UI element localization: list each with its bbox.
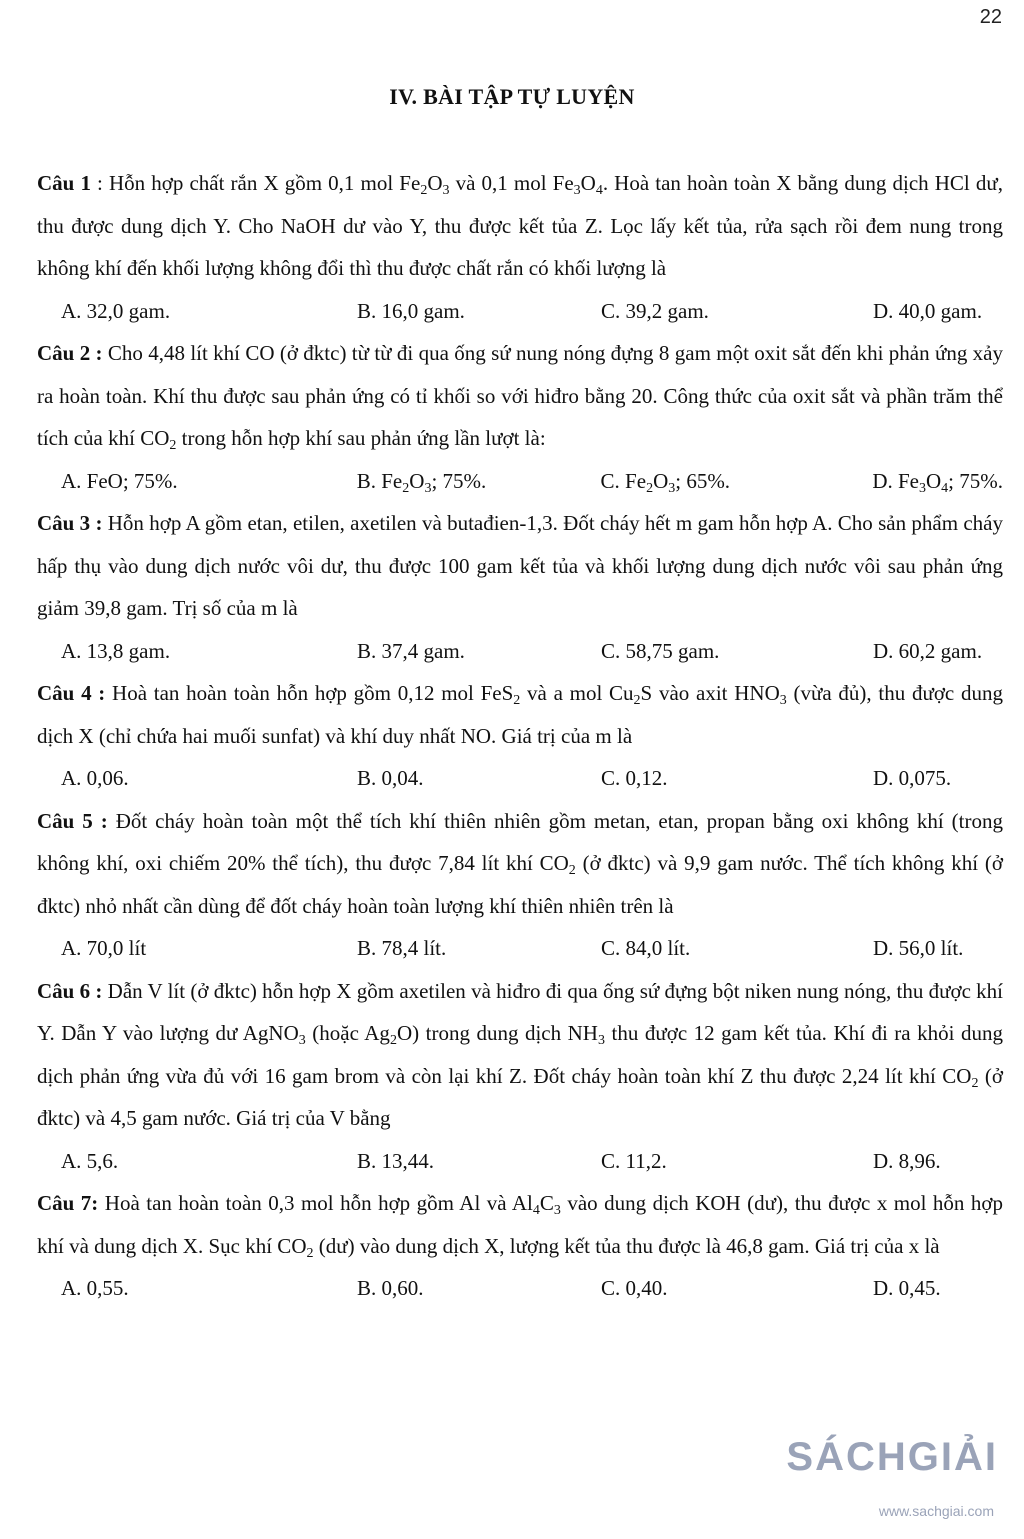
watermark-url: www.sachgiai.com [878,1503,994,1519]
answer-option: B. 37,4 gam. [357,638,465,663]
question-label: Câu 4 : [37,681,106,705]
answer-option: C. 0,40. [601,1276,668,1300]
answer-option: A. 70,0 lít [61,936,147,960]
watermark-logo [788,1421,1008,1531]
answer-option: A. FeO; 75%. [61,468,178,493]
question [37,672,1003,800]
question-text: Hỗn hợp A gồm etan, etilen, axetilen và butađien-1,3. Đốt cháy hết m gam hỗn hợp A. Cho sản phẩm cháy hấp thụ vào dung dịch nước vôi dư, thu được 100 gam kết tủa và khối lượng dung dịch nước vôi sau phản ứng giảm 39,8 gam. Trị số của m là [37,511,1003,620]
answer-option: D. 56,0 lít. [873,936,964,960]
question-text: Đốt cháy hoàn toàn một thể tích khí thiên nhiên gồm metan, etan, propan bằng oxi không khí (trong không khí, oxi chiếm 20% thể tích), thu được 7,84 lít khí $CO_2$ (ở đktc) và 9,9 gam nước. Thể tích không khí (ở đktc) nhỏ nhất cần dùng để đốt cháy hoàn toàn lượng khí thiên nhiên trên là [37,808,1003,918]
answer-option: A. 5,6. [61,1148,119,1173]
question-text: Hoà tan hoàn toàn 0,3 mol hỗn hợp gồm Al và $Al_4C_3$ vào dung dịch KOH (dư), thu được x mol hỗn hợp khí và dung dịch X. Sục khí $CO_2$ (dư) vào dung dịch X, lượng kết tủa thu được là 46,8 gam. Giá trị của x là [37,1191,1004,1261]
answer-options [37,757,1003,800]
question-label: Câu 3 : [37,511,103,535]
answer-option: C. 11,2. [601,1148,667,1173]
question-text: Cho 4,48 lít khí CO (ở đktc) từ từ đi qua ống sứ nung nóng đựng 8 gam một oxit sắt đến khi phản ứng xảy ra hoàn toàn. Khí thu được sau phản ứng có tỉ khối so với hiđro bằng 20. Công thức của oxit sắt và phần trăm thể tích của khí $CO_2$ trong hỗn hợp khí sau phản ứng lần lượt là: [37,341,1003,453]
answer-option: A. 0,55. [61,1276,129,1300]
answer-option: B. $Fe_2O_3$; 75%. [356,468,487,496]
answer-option: B. 0,60. [357,1276,424,1300]
section-title: IV. BÀI TẬP TỰ LUYỆN [389,84,635,109]
answer-option: C. 0,12. [601,766,668,790]
answer-options [37,290,1003,333]
answer-option: A. 0,06. [61,766,129,790]
answer-option: B. 0,04. [357,766,424,790]
answer-options [37,630,1003,673]
question-stem [37,800,1003,928]
answer-option: B. 16,0 gam. [357,298,465,323]
answer-option: D. 8,96. [873,1148,941,1173]
question-stem [37,970,1003,1140]
answer-option: C. 39,2 gam. [601,298,709,323]
answer-option: C. $Fe_2O_3$; 65%. [600,468,731,496]
answer-option: C. 84,0 lít. [601,936,691,960]
question [37,162,1003,332]
answer-option: D. $Fe_3O_4$; 75%. [872,468,1003,496]
question-text: Hoà tan hoàn toàn hỗn hợp gồm 0,12 mol FeS$_2$ và a mol $Cu_2S$ vào axit $HNO_3$ (vừa đủ), thu được dung dịch X (chỉ chứa hai muối sunfat) và khí duy nhất NO. Giá trị của m là [37,681,1003,748]
exercise-list [37,162,1003,1310]
question-text: Dẫn V lít (ở đktc) hỗn hợp X gồm axetilen và hiđro đi qua ống sứ đựng bột niken nung nóng, thu được khí Y. Dẫn Y vào lượng dư AgNO$_3$ (hoặc $Ag_2O$) trong dung dịch $NH_3$ thu được 12 gam kết tủa. Khí đi ra khỏi dung dịch phản ứng vừa đủ với 16 gam brom và còn lại khí Z. Đốt cháy hoàn toàn khí Z thu được 2,24 lít khí $CO_2$ (ở đktc) và 4,5 gam nước. Giá trị của V bằng [37,978,1004,1130]
question-label: Câu 1 [37,171,91,195]
question-stem [37,1182,1003,1267]
answer-option: C. 58,75 gam. [601,638,720,663]
page-number: 22 [979,6,1002,28]
question-label: Câu 5 : [37,808,108,833]
answer-option: D. 0,45. [873,1276,941,1300]
answer-options [37,927,1003,970]
answer-option: D. 60,2 gam. [873,638,983,663]
answer-option: B. 13,44. [357,1148,435,1173]
question-stem: Câu 1 : Hỗn hợp chất rắn X gồm 0,1 mol $Fe_2O_3$ và 0,1 mol $Fe_3O_4$. Hoà tan hoàn toàn X bằng dung dịch HCl dư, thu được dung dịch Y. Cho NaOH dư vào Y, thu được kết tủa Z. Lọc lấy kết tủa, rửa sạch rồi đem nung trong không khí đến khối lượng không đổi thì thu được chất rắn có khối lượng là [37,171,1003,280]
answer-option: D. 0,075. [873,766,952,790]
question [37,970,1003,1183]
question-label: Câu 2 : [37,341,103,365]
answer-options [37,1267,1003,1310]
answer-option: A. 32,0 gam. [61,298,171,323]
question-stem [37,502,1003,630]
answer-option: A. 13,8 gam. [61,638,171,663]
answer-option: B. 78,4 lít. [357,936,447,960]
question [37,502,1003,672]
watermark-brand: SÁCHGIẢI [786,1435,998,1479]
question-label: Câu 6 : [37,978,103,1003]
question-stem [37,672,1003,757]
question-label: Câu 7: [37,1191,99,1215]
answer-options [37,460,1003,503]
answer-option: D. 40,0 gam. [873,298,983,323]
question [37,800,1003,970]
question [37,1182,1003,1310]
answer-options [37,1140,1003,1183]
question-stem [37,332,1003,460]
question-text: Hỗn hợp chất rắn X gồm 0,1 mol $Fe_2O_3$ và 0,1 mol $Fe_3O_4$. Hoà tan hoàn toàn X bằng dung dịch HCl dư, thu được dung dịch Y. Cho NaOH dư vào Y, thu được kết tủa Z. Lọc lấy kết tủa, rửa sạch rồi đem nung trong không khí đến khối lượng không đổi thì thu được chất rắn có khối lượng là [37,171,1003,280]
question [37,332,1003,502]
